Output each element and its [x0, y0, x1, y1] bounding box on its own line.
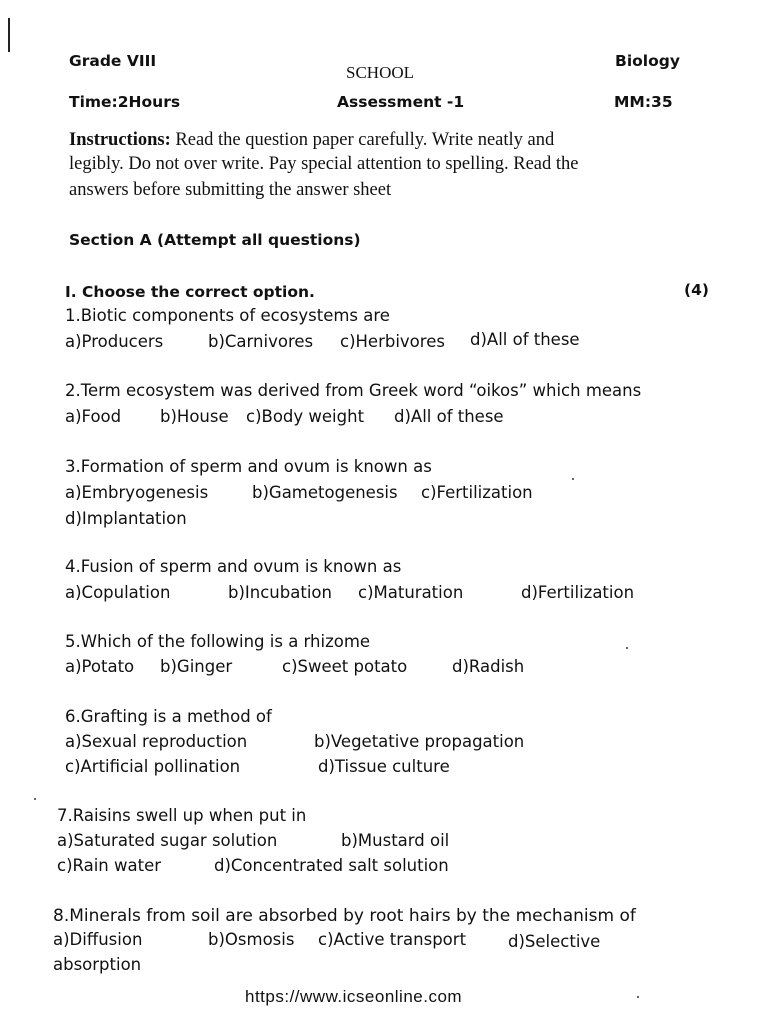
instructions-label: Instructions:	[69, 130, 171, 150]
option-a: a)Sexual reproduction	[65, 732, 248, 751]
option-b: b)Ginger	[160, 657, 233, 676]
option-a: a)Food	[65, 407, 122, 426]
time-label: Time:2Hours	[69, 93, 181, 111]
option-b: b)Incubation	[228, 583, 332, 602]
grade-label: Grade VIII	[69, 52, 157, 70]
question-stem: 6.Grafting is a method of	[65, 707, 272, 726]
instructions-line-1	[69, 130, 554, 151]
instructions-line-3: answers before submitting the answer sheet	[69, 180, 392, 200]
question-stem: 3.Formation of sperm and ovum is known as	[65, 457, 432, 476]
question-stem: 8.Minerals from soil are absorbed by root hairs by the mechanism of	[53, 906, 636, 926]
option-c: c)Active transport	[318, 930, 467, 949]
part-title: I. Choose the correct option.	[65, 283, 315, 301]
part-marks: (4)	[684, 281, 709, 299]
option-c: c)Rain water	[57, 856, 162, 875]
scan-artifact-dot	[34, 798, 36, 800]
option-d: d)Selective	[508, 932, 601, 951]
question-stem: 7.Raisins swell up when put in	[57, 806, 307, 825]
option-b: b)Carnivores	[208, 332, 314, 351]
option-d: d)Tissue culture	[318, 757, 450, 776]
option-c: c)Artificial pollination	[65, 757, 241, 776]
section-title: Section A (Attempt all questions)	[69, 231, 361, 249]
subject-label: Biology	[615, 52, 680, 70]
option-d: d)Fertilization	[521, 583, 635, 602]
option-c: c)Body weight	[246, 407, 365, 426]
assessment-label: Assessment -1	[337, 93, 465, 111]
option-b: b)Gametogenesis	[252, 483, 398, 502]
school-name: SCHOOL	[346, 63, 415, 82]
option-b: b)Osmosis	[208, 930, 295, 949]
option-b: b)Mustard oil	[341, 831, 450, 850]
question-stem: 5.Which of the following is a rhizome	[65, 632, 371, 651]
option-a: a)Embryogenesis	[65, 483, 209, 502]
footer-url: https://www.icseonline.com	[245, 987, 463, 1006]
option-d-continued: absorption	[53, 955, 142, 974]
option-c: c)Sweet potato	[282, 657, 408, 676]
option-c: c)Maturation	[358, 583, 464, 602]
option-d: d)Radish	[452, 657, 525, 676]
instructions-line-2: legibly. Do not over write. Pay special attention to spelling. Read the	[69, 154, 579, 174]
scan-artifact-mark	[8, 18, 10, 52]
option-b: b)Vegetative propagation	[314, 732, 525, 751]
option-d: d)Concentrated salt solution	[214, 856, 449, 875]
option-c: c)Fertilization	[421, 483, 533, 502]
scan-artifact-dot	[626, 647, 628, 649]
option-c: c)Herbivores	[340, 332, 445, 351]
question-stem: 1.Biotic components of ecosystems are	[65, 306, 390, 325]
option-a: a)Saturated sugar solution	[57, 831, 278, 850]
instructions-text-1: Read the question paper carefully. Write neatly and	[170, 130, 555, 150]
scan-artifact-dot	[637, 996, 639, 998]
question-stem: 4.Fusion of sperm and ovum is known as	[65, 557, 402, 576]
option-a: a)Producers	[65, 332, 164, 351]
option-a: a)Copulation	[65, 583, 171, 602]
max-marks-label: MM:35	[614, 93, 673, 111]
option-a: a)Potato	[65, 657, 135, 676]
question-stem: 2.Term ecosystem was derived from Greek word “oikos” which means	[65, 381, 642, 400]
option-d: d)All of these	[470, 330, 580, 349]
option-d: d)Implantation	[65, 509, 187, 528]
option-d: d)All of these	[394, 407, 504, 426]
scan-artifact-dot	[572, 478, 574, 480]
option-a: a)Diffusion	[53, 930, 143, 949]
option-b: b)House	[160, 407, 229, 426]
